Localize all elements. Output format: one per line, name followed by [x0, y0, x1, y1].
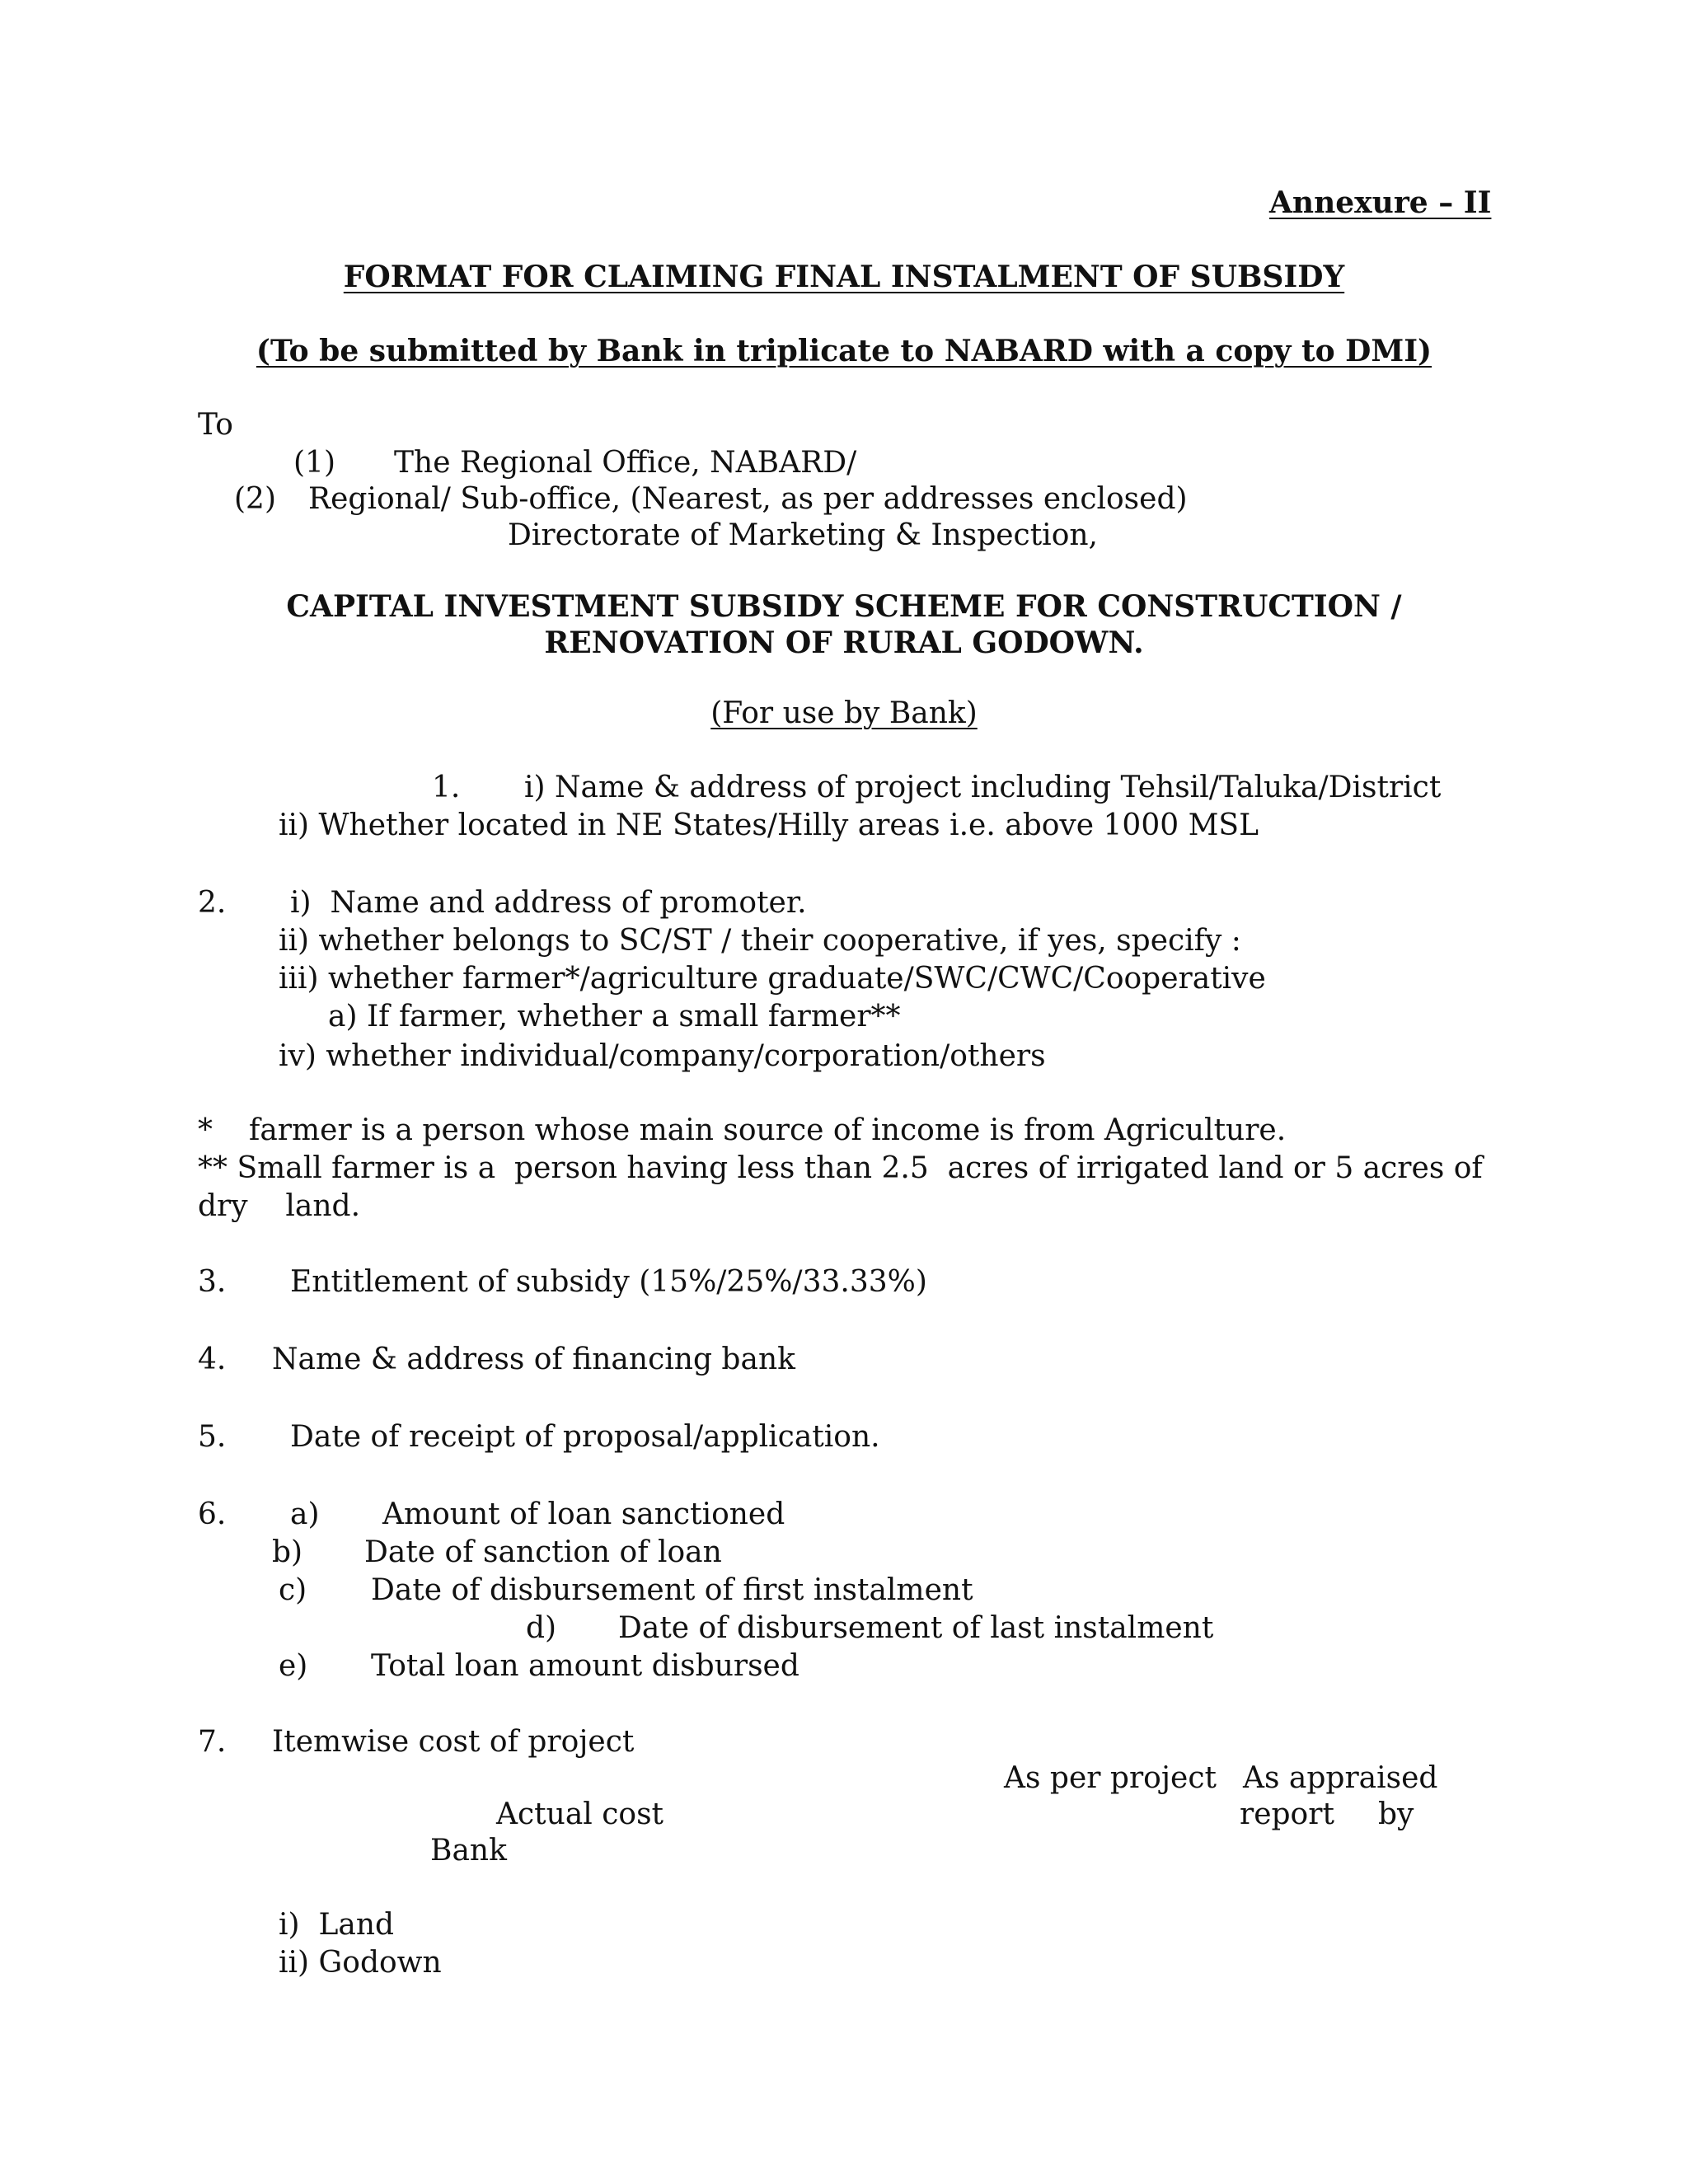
column-as-per-project: As per project: [1004, 1761, 1217, 1795]
item2-ii: ii) whether belongs to SC/ST / their cooperative, if yes, specify :: [279, 924, 1241, 958]
item6-a-text: Amount of loan sanctioned: [382, 1497, 785, 1531]
item5-text: Date of receipt of proposal/application.: [290, 1420, 880, 1454]
item6-e-text: Total loan amount disbursed: [371, 1649, 799, 1683]
annexure-label: Annexure – II: [1269, 185, 1492, 220]
scheme-heading-line2: RENOVATION OF RURAL GODOWN.: [544, 626, 1144, 660]
item4-text: Name & address of financing bank: [272, 1343, 795, 1376]
row-land: i) Land: [279, 1908, 395, 1942]
addressee-1-num: (1): [293, 446, 335, 480]
scheme-heading-line1: CAPITAL INVESTMENT SUBSIDY SCHEME FOR CONSTRUCTION /: [286, 589, 1402, 624]
item6-d-label: d): [526, 1611, 557, 1645]
item5-number: 5.: [198, 1420, 227, 1454]
addressee-2-text: Regional/ Sub-office, (Nearest, as per addresses enclosed): [308, 482, 1188, 516]
item3-text: Entitlement of subsidy (15%/25%/33.33%): [290, 1265, 927, 1299]
footnote2-line1: ** Small farmer is a person having less than 2.5 acres of irrigated land or 5 acres of: [198, 1151, 1483, 1185]
to-label: To: [198, 408, 233, 442]
for-use-by-bank: (For use by Bank): [710, 696, 978, 730]
item7-text: Itemwise cost of project: [272, 1725, 635, 1759]
item2-iii-a: a) If farmer, whether a small farmer**: [328, 1000, 901, 1033]
item6-e-label: e): [279, 1649, 308, 1683]
item6-b-label: b): [272, 1535, 303, 1569]
footnote2-line2: dry land.: [198, 1189, 361, 1223]
item2-number: 2.: [198, 886, 227, 920]
column-actual-cost: Actual cost: [496, 1797, 664, 1831]
item6-c-text: Date of disbursement of first instalment: [371, 1573, 973, 1607]
item2-i: i) Name and address of promoter.: [290, 886, 807, 920]
column-report: report: [1240, 1797, 1334, 1831]
item1-ii: ii) Whether located in NE States/Hilly areas i.e. above 1000 MSL: [279, 808, 1259, 842]
footnote1-mark: *: [198, 1113, 213, 1147]
document-title: FORMAT FOR CLAIMING FINAL INSTALMENT OF SUBSIDY: [343, 260, 1345, 294]
addressee-3-text: Directorate of Marketing & Inspection,: [508, 518, 1098, 552]
item1-number: 1.: [432, 771, 461, 804]
item2-iv: iv) whether individual/company/corporation/others: [279, 1039, 1046, 1073]
item6-c-label: c): [279, 1573, 307, 1607]
addressee-1-text: The Regional Office, NABARD/: [394, 446, 857, 480]
item3-number: 3.: [198, 1265, 227, 1299]
footnote1-text: farmer is a person whose main source of income is from Agriculture.: [249, 1113, 1287, 1147]
item6-a-label: a): [290, 1497, 320, 1531]
item4-number: 4.: [198, 1343, 227, 1376]
item6-b-text: Date of sanction of loan: [364, 1535, 722, 1569]
column-bank: Bank: [430, 1834, 507, 1868]
document-subtitle: (To be submitted by Bank in triplicate to NABARD with a copy to DMI): [256, 334, 1432, 368]
row-godown: ii) Godown: [279, 1946, 442, 1980]
column-as-appraised: As appraised: [1243, 1761, 1438, 1795]
column-by: by: [1378, 1797, 1414, 1831]
item7-number: 7.: [198, 1725, 227, 1759]
addressee-2-num: (2): [234, 482, 276, 516]
item2-iii: iii) whether farmer*/agriculture graduate/SWC/CWC/Cooperative: [279, 962, 1266, 996]
item6-d-text: Date of disbursement of last instalment: [618, 1611, 1214, 1645]
item6-number: 6.: [198, 1497, 227, 1531]
item1-i: i) Name & address of project including Tehsil/Taluka/District: [524, 771, 1442, 804]
